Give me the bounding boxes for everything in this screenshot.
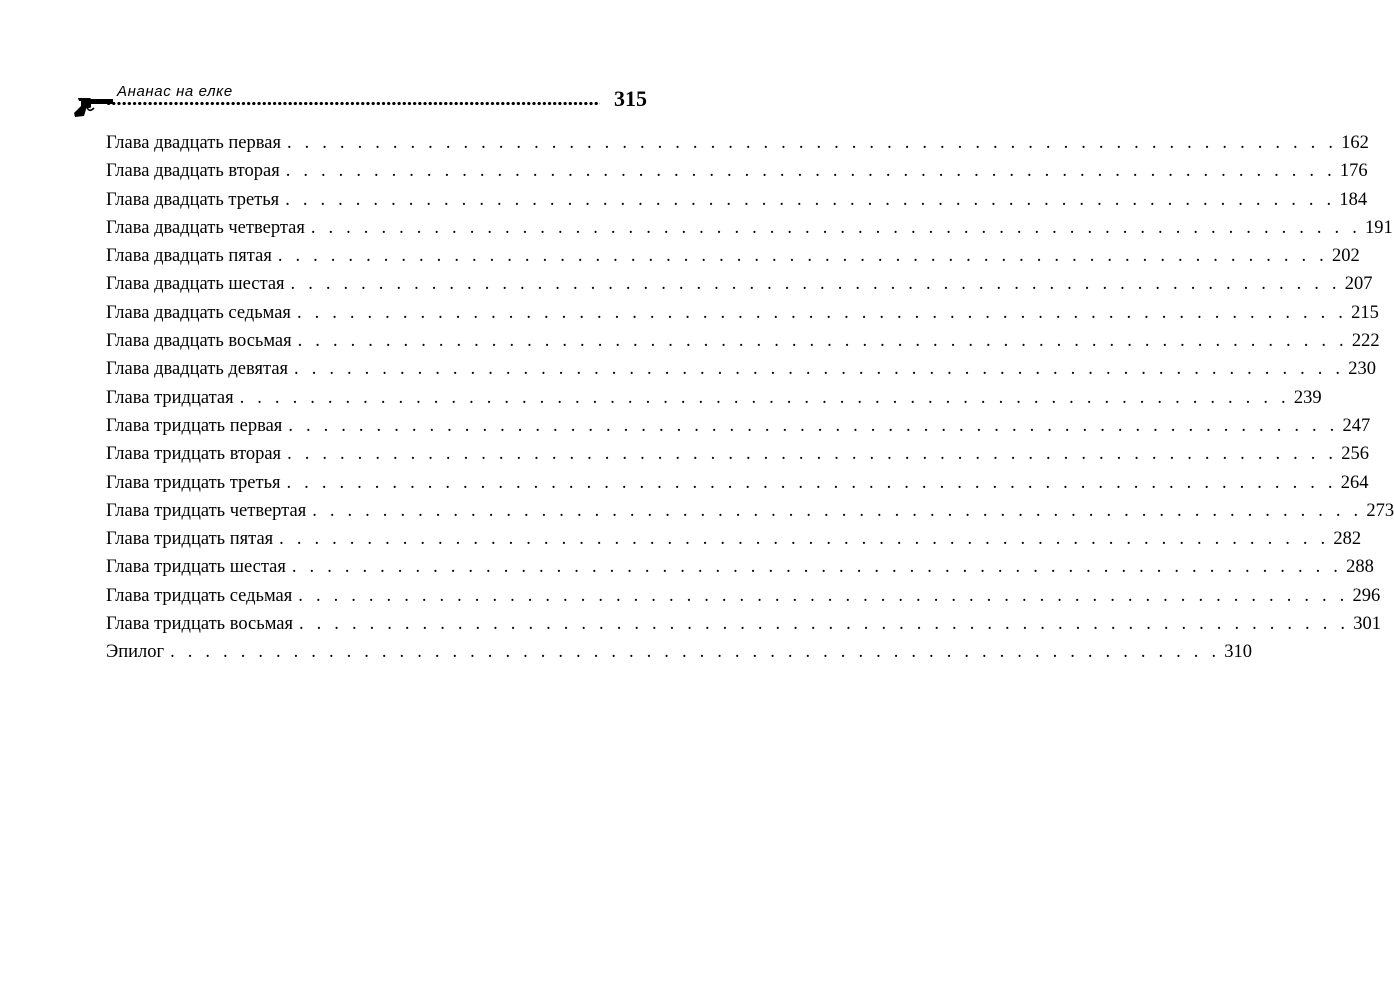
toc-dot-leader: . . . . . . . . . . . . . . . . . . . . . . . . . . . . . . . . . . . . . . . . . . . . . . . . . . . . . . . . . . . . [285, 161, 1336, 182]
toc-dot-leader: . . . . . . . . . . . . . . . . . . . . . . . . . . . . . . . . . . . . . . . . . . . . . . . . . . . . . . . . . . . . [310, 217, 1362, 238]
header-dot-leader [106, 101, 600, 106]
toc-entry-page: 202 [1332, 246, 1360, 267]
toc-entry-title: Глава двадцать вторая [106, 161, 280, 182]
toc-entry[interactable] [106, 355, 1376, 383]
toc-entry[interactable] [106, 582, 1381, 610]
toc-entry[interactable] [106, 214, 1393, 242]
toc-entry[interactable] [106, 299, 1379, 327]
toc-entry-page: 222 [1351, 331, 1380, 352]
table-of-contents [106, 129, 1394, 667]
toc-entry[interactable] [106, 186, 1368, 214]
toc-entry[interactable] [106, 384, 1322, 412]
toc-entry-page: 176 [1339, 161, 1368, 182]
toc-dot-leader: . . . . . . . . . . . . . . . . . . . . . . . . . . . . . . . . . . . . . . . . . . . . . . . . . . . . . . . . . . . . [239, 387, 1290, 408]
toc-entry[interactable] [106, 327, 1380, 355]
toc-entry-page: 282 [1333, 529, 1362, 550]
toc-entry-title: Глава двадцать восьмая [106, 331, 292, 352]
toc-dot-leader: . . . . . . . . . . . . . . . . . . . . . . . . . . . . . . . . . . . . . . . . . . . . . . . . . . . . . . . . . . . . [287, 444, 1338, 465]
toc-dot-leader: . . . . . . . . . . . . . . . . . . . . . . . . . . . . . . . . . . . . . . . . . . . . . . . . . . . . . . . . . . . . [296, 302, 1348, 323]
running-header [72, 80, 652, 120]
toc-entry-title: Глава тридцать вторая [106, 444, 282, 465]
toc-entry[interactable] [106, 412, 1371, 440]
toc-dot-leader: . . . . . . . . . . . . . . . . . . . . . . . . . . . . . . . . . . . . . . . . . . . . . . . . . . . . . . . . . . . . [277, 246, 1329, 267]
toc-entry-page: 256 [1341, 444, 1370, 465]
toc-entry[interactable] [106, 638, 1253, 666]
toc-entry-page: 288 [1346, 557, 1374, 578]
toc-dot-leader: . . . . . . . . . . . . . . . . . . . . . . . . . . . . . . . . . . . . . . . . . . . . . . . . . . . . . . . . . . . . [291, 557, 1343, 578]
toc-entry-page: 184 [1339, 189, 1368, 210]
toc-entry-title: Глава тридцатая [106, 387, 234, 408]
toc-entry-page: 207 [1344, 274, 1373, 295]
toc-entry[interactable] [106, 270, 1373, 298]
toc-entry-page: 191 [1365, 217, 1393, 238]
toc-dot-leader: . . . . . . . . . . . . . . . . . . . . . . . . . . . . . . . . . . . . . . . . . . . . . . . . . . . . . . . . . . . . [312, 500, 1363, 521]
toc-entry-page: 239 [1293, 387, 1322, 408]
toc-entry[interactable] [106, 469, 1369, 497]
toc-dot-leader: . . . . . . . . . . . . . . . . . . . . . . . . . . . . . . . . . . . . . . . . . . . . . . . . . . . . . . . . . . . . [170, 642, 1221, 663]
toc-entry-page: 215 [1351, 302, 1379, 323]
toc-dot-leader: . . . . . . . . . . . . . . . . . . . . . . . . . . . . . . . . . . . . . . . . . . . . . . . . . . . . . . . . . . . . [286, 133, 1338, 153]
toc-entry-page: 301 [1353, 614, 1381, 635]
page-number: 315 [614, 86, 647, 111]
toc-dot-leader: . . . . . . . . . . . . . . . . . . . . . . . . . . . . . . . . . . . . . . . . . . . . . . . . . . . . . . . . . . . . [294, 359, 1345, 380]
toc-dot-leader: . . . . . . . . . . . . . . . . . . . . . . . . . . . . . . . . . . . . . . . . . . . . . . . . . . . . . . . . . . . . [286, 472, 1337, 493]
toc-entry-title: Глава тридцать третья [106, 472, 281, 493]
toc-entry[interactable] [106, 525, 1362, 553]
toc-entry-title: Глава двадцать четвертая [106, 217, 305, 238]
toc-entry-title: Глава двадцать девятая [106, 359, 289, 380]
toc-entry-page: 230 [1348, 359, 1376, 380]
toc-entry-title: Эпилог [106, 642, 165, 663]
toc-entry-title: Глава двадцать шестая [106, 274, 285, 295]
toc-entry-title: Глава двадцать седьмая [106, 302, 291, 323]
toc-dot-leader: . . . . . . . . . . . . . . . . . . . . . . . . . . . . . . . . . . . . . . . . . . . . . . . . . . . . . . . . . . . . [298, 585, 1349, 606]
toc-dot-leader: . . . . . . . . . . . . . . . . . . . . . . . . . . . . . . . . . . . . . . . . . . . . . . . . . . . . . . . . . . . . [299, 614, 1350, 635]
toc-entry[interactable] [106, 553, 1374, 581]
toc-entry[interactable] [106, 157, 1368, 185]
toc-entry-page: 247 [1342, 415, 1371, 436]
toc-entry[interactable] [106, 242, 1360, 270]
toc-dot-leader: . . . . . . . . . . . . . . . . . . . . . . . . . . . . . . . . . . . . . . . . . . . . . . . . . . . . . . . . . . . . [290, 274, 1341, 295]
toc-entry-title: Глава тридцать пятая [106, 529, 274, 550]
toc-entry-page: 162 [1341, 133, 1369, 153]
toc-entry-title: Глава двадцать пятая [106, 246, 272, 267]
toc-entry[interactable] [106, 497, 1394, 525]
toc-entry-title: Глава двадцать третья [106, 189, 280, 210]
toc-dot-leader: . . . . . . . . . . . . . . . . . . . . . . . . . . . . . . . . . . . . . . . . . . . . . . . . . . . . . . . . . . . . [285, 189, 1336, 210]
toc-entry-page: 310 [1224, 642, 1253, 663]
toc-entry[interactable] [106, 129, 1369, 157]
toc-entry-title: Глава тридцать восьмая [106, 614, 293, 635]
toc-entry-page: 296 [1352, 585, 1381, 606]
toc-dot-leader: . . . . . . . . . . . . . . . . . . . . . . . . . . . . . . . . . . . . . . . . . . . . . . . . . . . . . . . . . . . . [288, 415, 1339, 436]
toc-entry-title: Глава тридцать первая [106, 415, 283, 436]
toc-entry-page: 264 [1340, 472, 1369, 493]
toc-dot-leader: . . . . . . . . . . . . . . . . . . . . . . . . . . . . . . . . . . . . . . . . . . . . . . . . . . . . . . . . . . . . [279, 529, 1330, 550]
toc-entry-title: Глава двадцать первая [106, 133, 281, 153]
toc-entry-title: Глава тридцать шестая [106, 557, 286, 578]
toc-entry-page: 273 [1366, 500, 1394, 521]
toc-entry[interactable] [106, 610, 1381, 638]
book-title: Ананас на елке [117, 83, 233, 100]
toc-dot-leader: . . . . . . . . . . . . . . . . . . . . . . . . . . . . . . . . . . . . . . . . . . . . . . . . . . . . . . . . . . . . [297, 331, 1348, 352]
toc-entry-title: Глава тридцать седьмая [106, 585, 293, 606]
toc-entry[interactable] [106, 440, 1370, 468]
toc-entry-title: Глава тридцать четвертая [106, 500, 307, 521]
